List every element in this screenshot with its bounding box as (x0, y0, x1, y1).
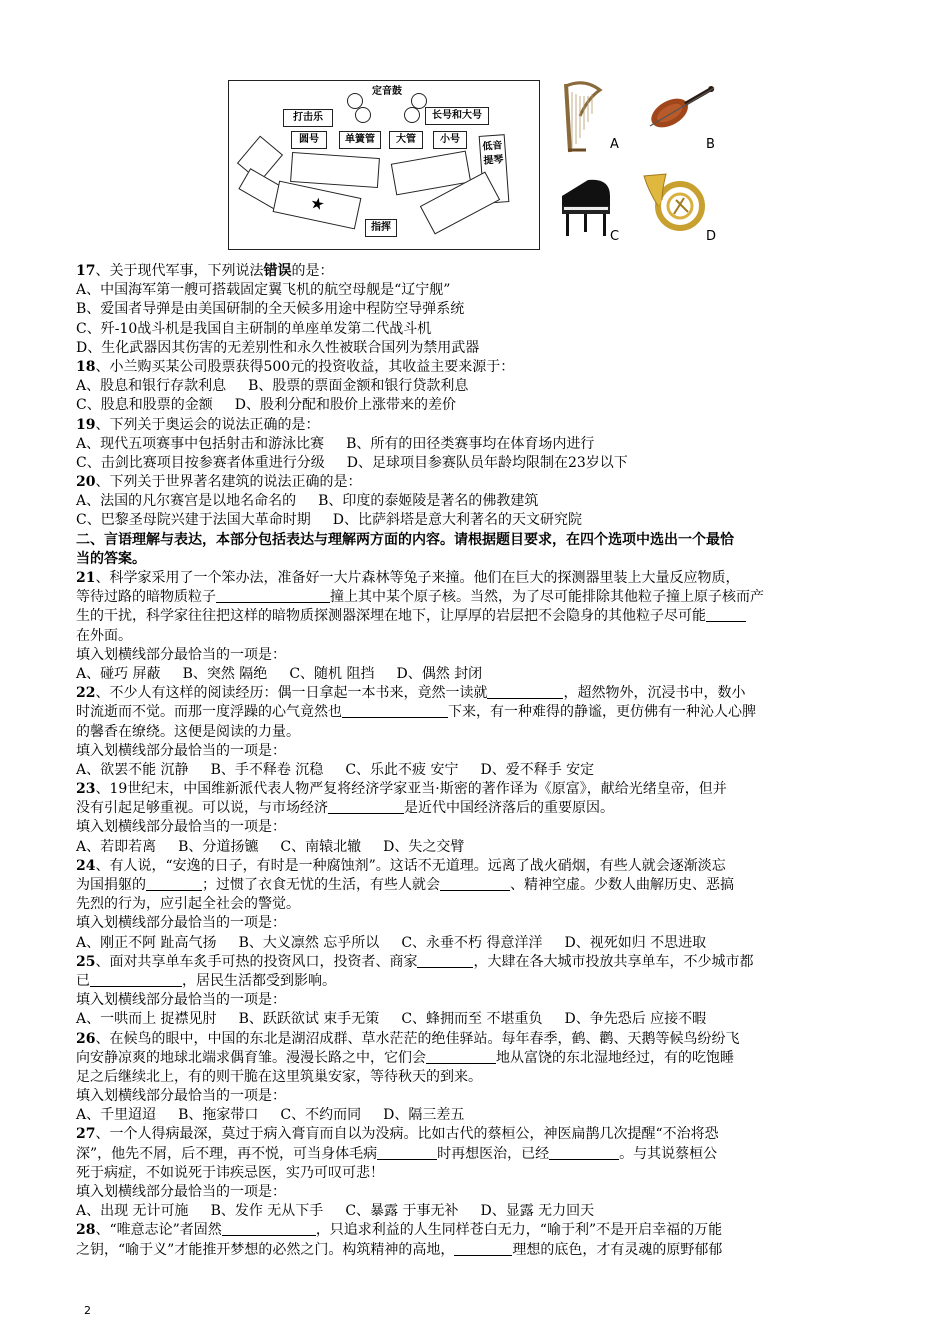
q17-option-c: C、歼-10战斗机是我国自主研制的单座单发第二代战斗机 (76, 320, 432, 337)
q24-prompt: 填入划横线部分最恰当的一项是： (76, 915, 286, 932)
q26-options: A、千里迢迢 B、拖家带口 C、不约而同 D、隔三差五 (76, 1107, 465, 1124)
q19-stem: 19、下列关于奥运会的说法正确的是： (76, 416, 320, 433)
french-horn-icon (640, 170, 712, 240)
q27-line-1: 27、一个人得病最深，莫过于病入膏肓而自以为没病。比如古代的蔡桓公，神医扁鹊几次提醒“不治将恐 (76, 1126, 719, 1143)
answer-blank (440, 876, 510, 891)
trumpet-label: 小号 (433, 131, 467, 149)
first-violin-block (273, 181, 362, 230)
trombone-tuba-label: 长号和大号 (425, 107, 489, 125)
q22-prompt: 填入划横线部分最恰当的一项是： (76, 742, 286, 759)
q20-options-cd: C、巴黎圣母院兴建于法国大革命时期 D、比萨斜塔是意大利著名的天文研究院 (76, 512, 582, 529)
q18-options-ab: A、股息和银行存款利息 B、股票的票面金额和银行贷款利息 (76, 378, 469, 395)
q21-line-3: 生的干扰，科学家往往把这样的暗物质探测器深埋在地下，让厚厚的岩层把不会隐身的其他粒子尽可能 (76, 607, 876, 626)
q23-prompt: 填入划横线部分最恰当的一项是： (76, 819, 286, 836)
answer-blank (222, 1221, 316, 1236)
drum-circle (355, 107, 371, 123)
q22-line-2: 时流逝而不觉。而那一度浮躁的心气竟然也 下来，有一种难得的静谧，更仿佛有一种沁人心脾 (76, 704, 756, 721)
answer-blank (706, 607, 746, 622)
q20-stem: 20、下列关于世界著名建筑的说法正确的是： (76, 474, 362, 491)
letter-d: D (706, 229, 717, 244)
horn-label: 圆号 (291, 131, 327, 149)
violin-icon (640, 82, 720, 132)
star-icon: ★ (308, 192, 327, 215)
q28-line-1: 28、“唯意志论”者固然 ，只追求利益的人生同样苍白无力，“喻于利”不是开启幸福的万能 (76, 1222, 723, 1239)
answer-blank (426, 1049, 496, 1064)
q23-options: A、若即若离 B、分道扬镳 C、南辕北辙 D、失之交臂 (76, 838, 465, 855)
q24-line-2: 为国捐躯的 ；过惯了衣食无忧的生活，有些人就会 、精神空虚。少数人曲解历史、恶搞 (76, 877, 734, 893)
q26-line-3: 足之后继续北上，有的则干脆在这里筑巢安家，等待秋天的到来。 (76, 1068, 482, 1085)
q20-options-ab: A、法国的凡尔赛宫是以地名命名的 B、印度的泰姬陵是著名的佛教建筑 (76, 493, 539, 510)
section-2-heading: 二、言语理解与表达，本部分包括表达与理解两方面的内容。请根据题目要求，在四个选项中选出一个最恰 (76, 531, 734, 548)
q18-stem: 18、小兰购买某公司股票获得500元的投资收益，其收益主要来源于： (76, 358, 515, 375)
page-number: 2 (84, 1304, 91, 1317)
q27-line-3: 死于病症，不如说死于讳疾忌医，实乃可叹可悲！ (76, 1164, 384, 1181)
bassoon-label: 大管 (389, 131, 423, 149)
drum-circle (404, 107, 420, 123)
q27-options: A、出现 无计可施 B、发作 无从下手 C、暴露 于事无补 D、显露 无力回天 (76, 1203, 595, 1220)
percussion-label: 打击乐 (283, 109, 333, 127)
section-2-heading-cont: 当的答案。 (76, 550, 146, 567)
answer-blank (454, 1241, 512, 1256)
q21-prompt: 填入划横线部分最恰当的一项是： (76, 646, 286, 663)
q17-option-b: B、爱国者导弹是由美国研制的全天候多用途中程防空导弹系统 (76, 301, 465, 318)
q25-prompt: 填入划横线部分最恰当的一项是： (76, 992, 286, 1009)
q25-line-2: 已 ，居民生活都受到影响。 (76, 972, 336, 989)
instrument-c (558, 176, 614, 244)
answer-blank (487, 684, 563, 699)
double-bass-label: 低音提琴 (479, 134, 510, 204)
harp-icon (560, 80, 606, 154)
answer-blank (216, 588, 330, 603)
q21-options: A、碰巧 屏蔽 B、突然 隔绝 C、随机 阻挡 D、偶然 封闭 (76, 665, 483, 682)
answer-blank (549, 1145, 619, 1160)
q22-options: A、欲罢不能 沉静 B、手不释卷 沉稳 C、乐此不疲 安宁 D、爱不释手 安定 (76, 761, 595, 778)
q26-line-2: 向安静凉爽的地球北端求偶育雏。漫漫长路之中，它们会 地从富饶的东北湿地经过，有的吃饱睡 (76, 1049, 734, 1066)
q27-line-2: 深”，他先不屑，后不理，再不悦，可当身体毛病 时再想医治，已经 。与其说蔡桓公 (76, 1145, 718, 1162)
letter-c: C (610, 229, 620, 244)
q24-line-1: 24、有人说，“安逸的日子，有时是一种腐蚀剂”。这话不无道理。远离了战火硝烟，有些人就会逐渐淡忘 (76, 857, 726, 874)
q21-line-1: 21、科学家采用了一个笨办法，准备好一大片森林等兔子来撞。他们在巨大的探测器里装上大量反应物质， (76, 570, 740, 586)
q23-line-2: 没有引起足够重视。可以说，与市场经济 是近代中国经济落后的重要原因。 (76, 800, 614, 817)
letter-a: A (610, 137, 619, 152)
orchestra-diagram (228, 80, 540, 250)
q21-line-2: 等待过路的暗物质粒子 撞上其中某个原子核。当然，为了尽可能排除其他粒子撞上原子核而产 (76, 589, 764, 606)
q24-options: A、刚正不阿 趾高气扬 B、大义凛然 忘乎所以 C、永垂不朽 得意洋洋 D、视死如归 不思进取 (76, 934, 707, 951)
answer-blank (90, 972, 182, 987)
instrument-b (640, 82, 720, 136)
q19-options-cd: C、击剑比赛项目按参赛者体重进行分级 D、足球项目参赛队员年龄均限制在23岁以下 (76, 454, 628, 471)
questions-text (76, 262, 876, 1260)
q18-options-cd: C、股息和股票的金额 D、股利分配和股价上涨带来的差价 (76, 397, 456, 414)
instrument-a (560, 80, 606, 158)
timpani-label: 定音鼓 (364, 84, 410, 100)
answer-blank (146, 876, 202, 891)
q27-prompt: 填入划横线部分最恰当的一项是： (76, 1184, 286, 1200)
q28-line-2: 之钥，“喻于义”才能推开梦想的必然之门。构筑精神的高地， 理想的底色，才有灵魂的原野郁郁 (76, 1241, 723, 1258)
q17-option-a: A、中国海军第一艘可搭载固定翼飞机的航空母舰是“辽宁舰” (76, 282, 451, 299)
q26-prompt: 填入划横线部分最恰当的一项是： (76, 1088, 286, 1105)
letter-b: B (706, 137, 715, 152)
seat-block (290, 152, 380, 188)
piano-icon (558, 176, 614, 240)
q25-options: A、一哄而上 捉襟见肘 B、跃跃欲试 束手无策 C、蜂拥而至 不堪重负 D、争先恐后 应接不暇 (76, 1011, 707, 1028)
conductor-label: 指挥 (365, 219, 397, 237)
answer-blank (377, 1145, 437, 1160)
clarinet-label: 单簧管 (339, 131, 381, 149)
q22-line-3: 的馨香在缭绕。这便是阅读的力量。 (76, 723, 300, 740)
q23-line-1: 23、19世纪末，中国维新派代表人物严复将经济学家亚当·斯密的著作译为《原富》，献给光绪皇帝，但并 (76, 781, 727, 798)
answer-blank (342, 703, 448, 718)
q26-line-1: 26、在候鸟的眼中，中国的东北是湖沼成群、草水茫茫的绝佳驿站。每年春季，鹤、鹳、天鹅等候鸟纷纷飞 (76, 1030, 740, 1047)
answer-blank (328, 799, 404, 814)
q24-line-3: 先烈的行为，应引起全社会的警觉。 (76, 896, 300, 913)
q17-stem: 17、关于现代军事，下列说法错误的是： (76, 263, 334, 279)
q19-options-ab: A、现代五项赛事中包括射击和游泳比赛 B、所有的田径类赛事均在体育场内进行 (76, 435, 595, 452)
q25-line-1: 25、面对共享单车炙手可热的投资风口，投资者、商家 ，大肆在各大城市投放共享单车，不少城市都 (76, 953, 754, 970)
instrument-d (640, 170, 712, 244)
q17-option-d: D、生化武器因其伤害的无差别性和永久性被联合国列为禁用武器 (76, 339, 480, 356)
q21-line-4: 在外面。 (76, 627, 132, 644)
answer-blank (417, 953, 473, 968)
q22-line-1: 22、不少人有这样的阅读经历：偶一日拿起一本书来，竟然一读就 ，超然物外，沉浸书中，数小 (76, 685, 746, 702)
